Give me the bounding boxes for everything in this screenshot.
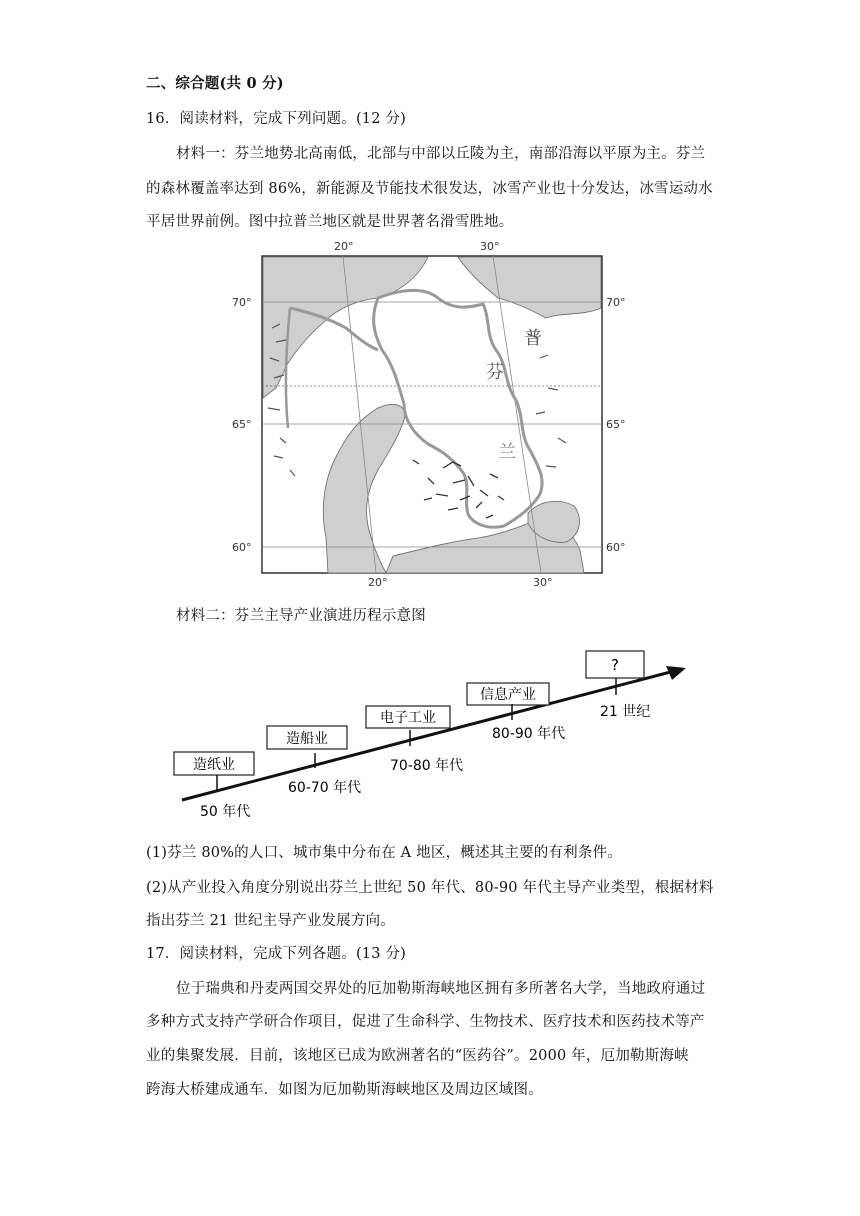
- stage-period: 80-90 年代: [492, 726, 566, 742]
- finland-map: [228, 238, 638, 590]
- q16-prompt: 16．阅读材料，完成下列问题。(12 分): [146, 111, 407, 127]
- q16-material1-line1: 材料一：芬兰地势北高南低，北部与中部以丘陵为主，南部沿海以平原为主。芬兰: [176, 146, 706, 162]
- q16-question2-line2: 指出芬兰 21 世纪主导产业发展方向。: [146, 913, 395, 929]
- q16-question2-line1: (2)从产业投入角度分别说出芬兰上世纪 50 年代、80-90 年代主导产业类型，根据材料: [146, 880, 714, 896]
- map-label-fen: 芬: [486, 362, 504, 383]
- stage-label: 电子工业: [380, 710, 436, 726]
- lon-label-bottom: 20°: [368, 576, 388, 589]
- stage-label: ?: [611, 656, 619, 674]
- q17-body-line2: 多种方式支持产学研合作项目，促进了生命科学、生物技术、医疗技术和医药技术等产: [146, 1014, 705, 1030]
- q17-body-line3: 业的集聚发展．目前，该地区已成为欧洲著名的“医药谷”。2000 年，厄加勒斯海峡: [146, 1048, 689, 1064]
- q17-body-line1: 位于瑞典和丹麦两国交界处的厄加勒斯海峡地区拥有多所著名大学，当地政府通过: [176, 981, 706, 997]
- lon-label-top: 30°: [480, 240, 500, 253]
- section-heading: 二、综合题(共 0 分): [146, 75, 284, 92]
- q16-question1: (1)芬兰 80%的人口、城市集中分布在 A 地区，概述其主要的有利条件。: [146, 845, 622, 861]
- lon-label-top: 20°: [334, 240, 354, 253]
- map-label-pu: 普: [524, 328, 542, 349]
- q16-material1-line3: 平居世界前例。图中拉普兰地区就是世界著名滑雪胜地。: [146, 214, 514, 230]
- q16-material2-title: 材料二：芬兰主导产业演进历程示意图: [176, 608, 426, 624]
- stage-label: 造纸业: [193, 757, 235, 773]
- stage-period: 21 世纪: [600, 704, 651, 720]
- lon-label-bottom: 30°: [533, 576, 553, 589]
- stage-period: 70-80 年代: [390, 758, 464, 774]
- lat-label-left: 60°: [232, 541, 252, 554]
- q17-prompt: 17．阅读材料，完成下列各题。(13 分): [146, 946, 407, 962]
- industry-timeline: [160, 640, 720, 830]
- lat-label-right: 60°: [606, 541, 626, 554]
- stage-period: 60-70 年代: [288, 780, 362, 796]
- stage-label: 造船业: [286, 731, 328, 747]
- q17-body-line4: 跨海大桥建成通车．如图为厄加勒斯海峡地区及周边区域图。: [146, 1082, 543, 1098]
- lat-label-right: 65°: [606, 418, 626, 431]
- lat-label-left: 70°: [232, 296, 252, 309]
- stage-label: 信息产业: [480, 687, 536, 703]
- lat-label-right: 70°: [606, 296, 626, 309]
- q16-material1-line2: 的森林覆盖率达到 86%，新能源及节能技术很发达，冰雪产业也十分发达，冰雪运动水: [146, 181, 713, 197]
- lat-label-left: 65°: [232, 418, 252, 431]
- map-label-lan: 兰: [498, 442, 516, 463]
- stage-period: 50 年代: [200, 804, 251, 820]
